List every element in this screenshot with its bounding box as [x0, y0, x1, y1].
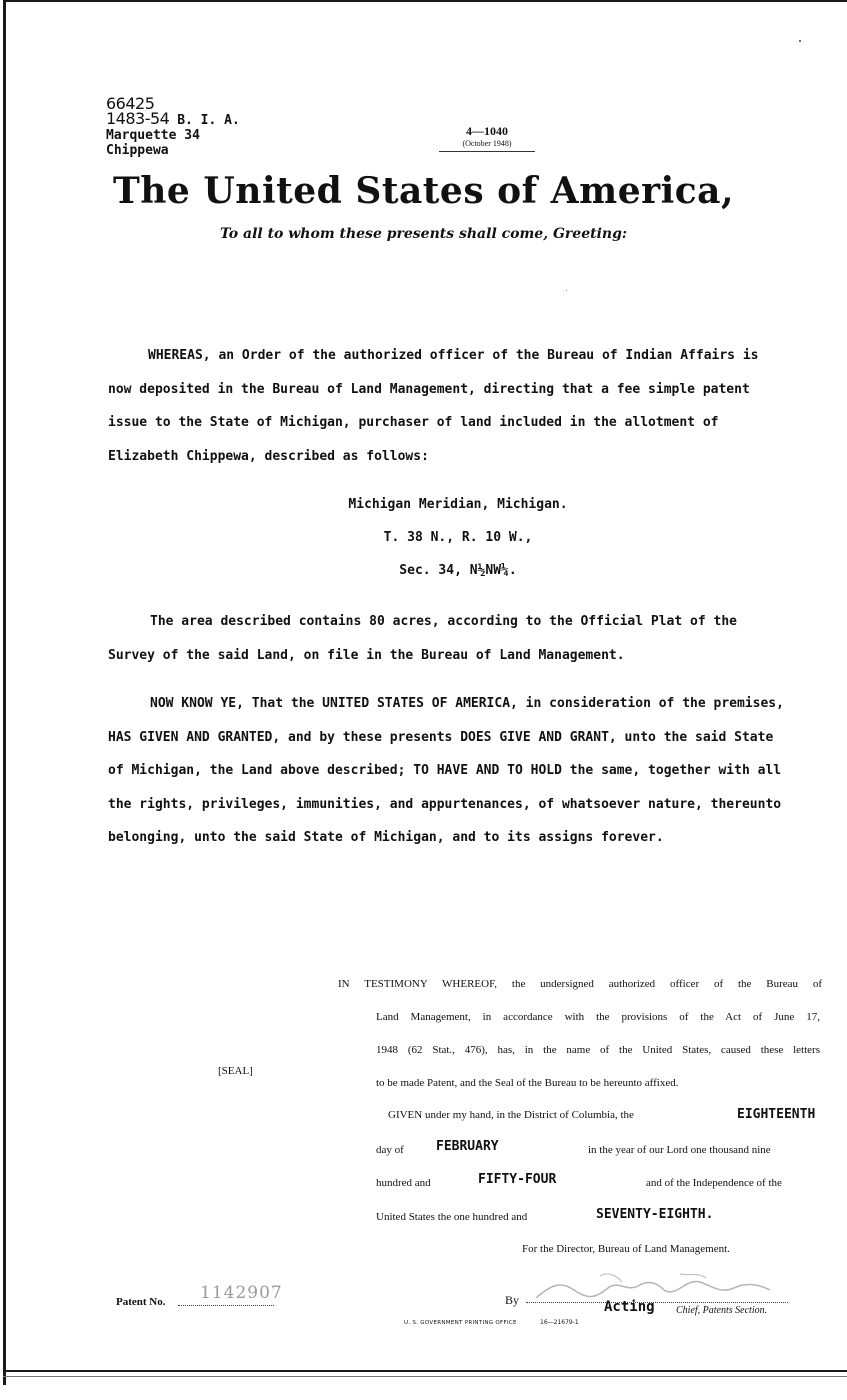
document-title: The United States of America,: [112, 170, 735, 212]
testimony-line-1: IN TESTIMONY WHEREOF, the undersigned authorized officer of the Bureau of: [338, 978, 822, 990]
year-text: in the year of our Lord one thousand nine: [588, 1144, 771, 1156]
given-text: GIVEN under my hand, in the District of Columbia, the: [388, 1109, 634, 1121]
month-value: FEBRUARY: [436, 1139, 499, 1154]
area-paragraph: The area described contains 80 acres, according to the Official Plat of the Survey of the said Land, on file in the Bureau of Land Management.: [108, 614, 737, 663]
form-number: 4—1040: [466, 124, 508, 138]
bureau-abbrev: B. I. A.: [177, 113, 240, 128]
form-code: 16—21679-1: [540, 1319, 579, 1326]
signature-line: [526, 1302, 788, 1303]
day-of-label: day of: [376, 1144, 404, 1156]
seal-placeholder: [SEAL]: [218, 1065, 253, 1077]
scan-speck: [566, 290, 567, 291]
form-date: (October 1948): [462, 139, 512, 148]
section-line: Sec. 34, N½NW¼.: [399, 563, 517, 578]
testimony-line-3: 1948 (62 Stat., 476), has, in the name of the United States, caused these letters: [376, 1044, 820, 1056]
allottee-line: Chippewa: [106, 143, 169, 158]
independence-year-value: SEVENTY-EIGHTH.: [596, 1207, 714, 1222]
greeting: To all to whom these presents shall come, Greeting:: [219, 226, 628, 242]
for-director: For the Director, Bureau of Land Management.: [522, 1243, 730, 1255]
patent-number-label: Patent No.: [116, 1296, 166, 1308]
acting-stamp: Acting: [604, 1299, 655, 1315]
independence-text: and of the Independence of the: [646, 1177, 782, 1189]
patent-number-line: [178, 1305, 274, 1306]
printer-imprint: U. S. GOVERNMENT PRINTING OFFICE: [404, 1320, 517, 1326]
case-line: [106, 111, 240, 128]
testimony-line-2: Land Management, in accordance with the provisions of the Act of June 17,: [376, 1011, 820, 1023]
form-number-block: [437, 124, 537, 152]
case-number: 1483-54: [106, 109, 170, 128]
grant-paragraph: NOW KNOW YE, That the UNITED STATES OF AMERICA, in consideration of the premises, HAS GIVEN AND GRANTED, and by these presents DOES GIVE AND GRANT, unto the said State of Michigan, the Land above described; TO HAVE AND TO HOLD the same, together with all the rights, privileges, immunities, and appurtenances, of whatsoever nature, thereunto belonging, unto the said State of Michigan, and to its assigns forever.: [108, 696, 784, 845]
meridian-line: Michigan Meridian, Michigan.: [348, 497, 568, 512]
signer-title: Chief, Patents Section.: [676, 1305, 768, 1316]
scan-speck: [799, 40, 801, 42]
township-line: T. 38 N., R. 10 W.,: [383, 530, 533, 545]
hundred-and-label: hundred and: [376, 1177, 431, 1189]
testimony-line-4: to be made Patent, and the Seal of the Bureau to be hereunto affixed.: [376, 1077, 679, 1089]
bottom-rule-secondary: [3, 1376, 847, 1377]
day-value: EIGHTEENTH: [737, 1107, 816, 1122]
county-line: Marquette 34: [106, 128, 200, 143]
patent-number-value: 1142907: [200, 1283, 283, 1303]
page-border-top: [3, 0, 847, 2]
reference-block: [106, 96, 240, 158]
bottom-rule: [3, 1370, 847, 1372]
by-label: By: [505, 1293, 520, 1307]
whereas-paragraph: WHEREAS, an Order of the authorized officer of the Bureau of Indian Affairs is now deposited in the Bureau of Land Management, directing that a fee simple patent issue to the State of Michigan, purchaser of land included in the allotment of Elizabeth Chippewa, described as follows:: [108, 348, 759, 464]
year-value: FIFTY-FOUR: [478, 1172, 557, 1187]
form-rule: [439, 151, 535, 152]
us-text: United States the one hundred and: [376, 1211, 528, 1223]
serial-number: 66425: [106, 94, 155, 113]
